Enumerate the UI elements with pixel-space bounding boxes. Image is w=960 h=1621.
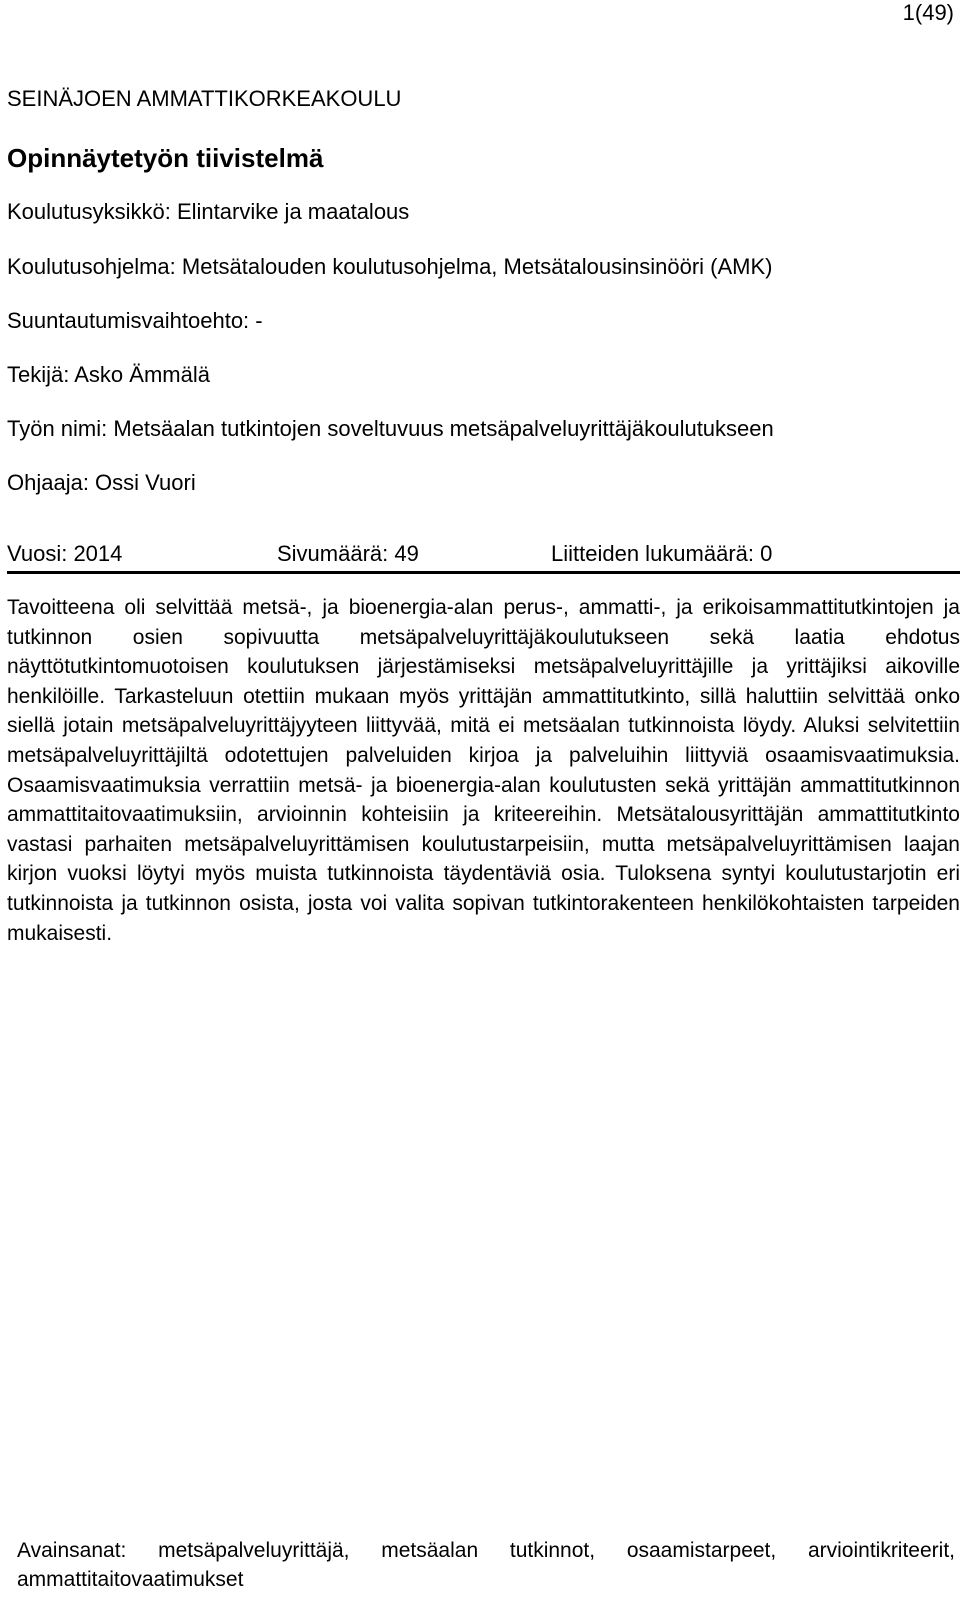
institution-name: SEINÄJOEN AMMATTIKORKEAKOULU — [7, 86, 402, 111]
meta-author: Tekijä: Asko Ämmälä — [7, 362, 210, 387]
meta-supervisor: Ohjaaja: Ossi Vuori — [7, 470, 196, 495]
document-title: Opinnäytetyön tiivistelmä — [7, 143, 324, 173]
meta-program: Koulutusohjelma: Metsätalouden koulutusohjelma, Metsätalousinsinööri (AMK) — [7, 254, 773, 279]
meta-unit: Koulutusyksikkö: Elintarvike ja maatalous — [7, 199, 410, 224]
meta-year: Vuosi: 2014 — [7, 541, 123, 566]
meta-pages: Sivumäärä: 49 — [277, 541, 419, 566]
header-divider — [7, 571, 960, 574]
meta-row-year-pages-attachments — [7, 541, 960, 569]
keywords-text: Avainsanat: metsäpalveluyrittäjä, metsäalan tutkinnot, osaamistarpeet, arviointikriteerit, ammattitaitovaatimukset — [17, 1539, 955, 1591]
page-number: 1(49) — [902, 0, 954, 25]
meta-specialization: Suuntautumisvaihtoehto: - — [7, 308, 263, 333]
meta-attachments: Liitteiden lukumäärä: 0 — [551, 541, 773, 566]
meta-work-name: Työn nimi: Metsäalan tutkintojen soveltuvuus metsäpalveluyrittäjäkoulutukseen — [7, 416, 774, 441]
abstract-text: Tavoitteena oli selvittää metsä-, ja bioenergia-alan perus-, ammatti-, ja erikoisammattitutkintojen ja tutkinnon osien sopivuutta metsäpalveluyrittäjäkoulutukseen sekä laatia ehdotus näyttötutkintomuotoisen koulutuksen järjestämiseksi metsäpalveluyrittäjille ja yrittäjiksi aikoville henkilöille. Tarkasteluun otettiin mukaan myös yrittäjän ammattitutkinto, sillä haluttiin selvittää onko siellä jotain metsäpalveluyrittäjyyteen liittyvää, mitä ei metsäalan tutkinnoista löydy. Aluksi selvitettiin metsäpalveluyrittäjiltä odotettujen palveluiden kirjoa ja palveluihin liittyviä osaamisvaatimuksia. Osaamisvaatimuksia verrattiin metsä- ja bioenergia-alan koulutusten sekä yrittäjän ammattitutkinnon ammattitaitovaatimuksiin, arvioinnin kohteisiin ja kriteereihin. Metsätalousyrittäjän ammattitutkinto vastasi parhaiten metsäpalveluyrittämisen koulutustarpeisiin, mutta metsäpalveluyrittämisen laajan kirjon vuoksi löytyi myös muista tutkinnoista täydentäviä osia. Tuloksena syntyi koulutustarjotin eri tutkinnoista ja tutkinnon osista, josta voi valita sopivan tutkintorakenteen henkilökohtaisten tarpeiden mukaisesti. — [7, 596, 960, 945]
